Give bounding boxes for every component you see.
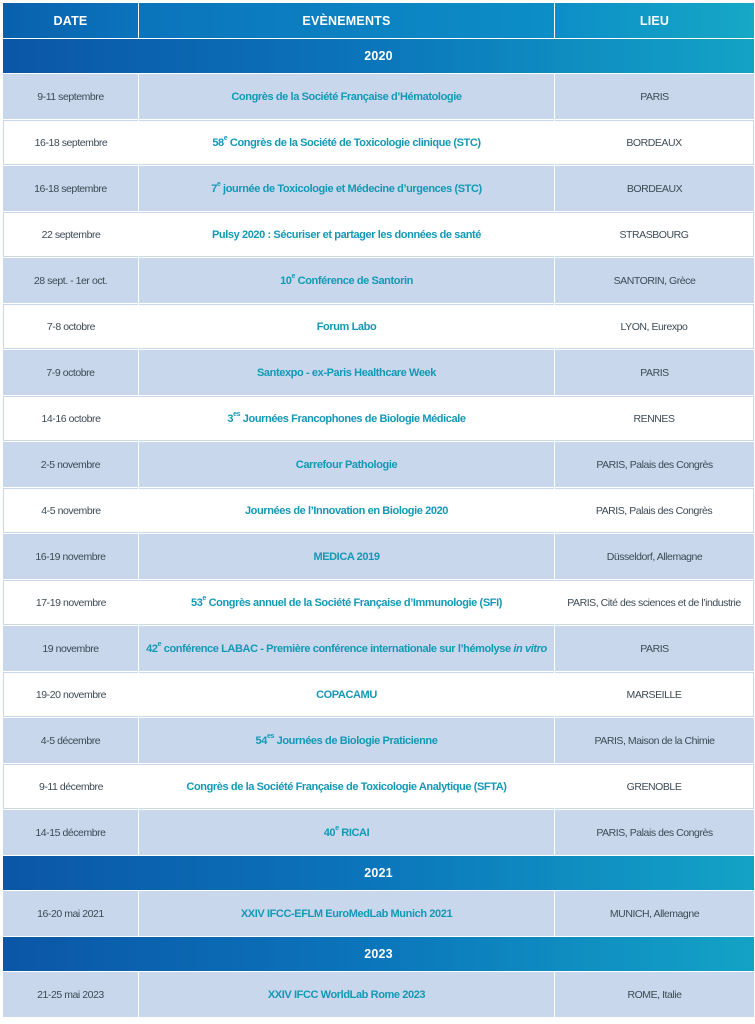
event-name-part: Forum Labo: [316, 320, 377, 333]
event-place: PARIS, Maison de la Chimie: [555, 718, 754, 763]
event-place: BORDEAUX: [555, 166, 754, 211]
event-name-text: [313, 551, 379, 563]
event-name-part: Santexpo - ex-Paris Healthcare Week: [257, 366, 436, 379]
event-place: MUNICH, Allemagne: [555, 891, 754, 936]
event-date: 19-20 novembre: [3, 672, 138, 717]
event-name-text: [257, 367, 436, 379]
year-banner: 2021: [3, 856, 754, 890]
events-table: [3, 3, 752, 1017]
event-name: [139, 764, 554, 809]
event-name-text: [212, 229, 481, 241]
event-name-text: [296, 459, 397, 471]
event-date: 9-11 septembre: [3, 74, 138, 119]
event-name-text: [146, 643, 547, 655]
event-name: [139, 442, 554, 487]
year-banner: 2023: [3, 937, 754, 971]
ordinal-suffix: e: [202, 595, 206, 603]
event-name-text: [241, 908, 452, 920]
event-place: PARIS: [555, 74, 754, 119]
ordinal-suffix: e: [216, 181, 221, 189]
event-date: 16-19 novembre: [3, 534, 138, 579]
event-place: PARIS, Palais des Congrès: [555, 442, 754, 487]
event-name: [139, 350, 554, 395]
event-name-part: XXIV IFCC-EFLM EuroMedLab Munich 2021: [240, 907, 453, 920]
event-name-part: 54: [255, 734, 267, 747]
event-name-part: 40: [323, 826, 336, 839]
event-name-part: 3: [227, 412, 234, 425]
event-name: [139, 488, 554, 533]
event-place: BORDEAUX: [555, 120, 754, 165]
event-place: RENNES: [555, 396, 754, 441]
event-name: [139, 258, 554, 303]
event-name-part: XXIV IFCC WorldLab Rome 2023: [267, 988, 426, 1001]
event-name-part: COPACAMU: [316, 688, 377, 701]
event-date: 21-25 mai 2023: [3, 972, 138, 1017]
ordinal-suffix: e: [223, 135, 228, 143]
event-name: [139, 212, 554, 257]
event-name-part: Pulsy 2020 : Sécuriser et partager les données de santé: [211, 228, 482, 241]
event-name: [139, 580, 554, 625]
column-header-place: LIEU: [555, 3, 754, 38]
event-name-part: 7: [211, 182, 217, 195]
event-name-part: Congrès de la Société Française de Toxicologie Analytique (SFTA): [186, 780, 507, 793]
event-date: 7-9 octobre: [3, 350, 138, 395]
event-name-text: [211, 183, 482, 195]
event-name-text: [231, 91, 461, 103]
event-date: 16-18 septembre: [3, 166, 138, 211]
event-name-part: Journées de Biologie Praticienne: [273, 734, 438, 747]
event-name-part: Congrès de la Société Française d’Hématologie: [231, 90, 462, 103]
event-date: 16-18 septembre: [3, 120, 138, 165]
column-header-events: EVÈNEMENTS: [139, 3, 554, 38]
year-banner: 2020: [3, 39, 754, 73]
ordinal-suffix: es: [233, 411, 241, 419]
event-date: 17-19 novembre: [3, 580, 138, 625]
event-name-part: conférence LABAC - Première conférence internationale sur l’hémolyse: [161, 642, 514, 655]
event-name: [139, 166, 554, 211]
event-place: PARIS: [555, 350, 754, 395]
event-name-part: 42: [146, 642, 158, 655]
event-date: 14-15 décembre: [3, 810, 138, 855]
event-name-part: Journées de l’Innovation en Biologie 2020: [244, 504, 449, 517]
ordinal-suffix: e: [335, 825, 339, 833]
event-name-part: Congrès de la Société de Toxicologie clinique (STC): [227, 136, 481, 149]
event-name-part: 58: [212, 136, 224, 149]
event-name-part: Congrès annuel de la Société Française d’Immunologie (SFI): [205, 596, 502, 609]
event-date: 28 sept. - 1er oct.: [3, 258, 138, 303]
event-name-part: Journées Francophones de Biologie Médicale: [240, 412, 466, 425]
event-date: 22 septembre: [3, 212, 138, 257]
event-name-text: [268, 989, 425, 1001]
event-name-part: 53: [190, 596, 203, 609]
event-place: PARIS, Palais des Congrès: [555, 488, 754, 533]
event-date: 4-5 novembre: [3, 488, 138, 533]
event-name-part: 10: [280, 274, 292, 287]
event-name: [139, 810, 554, 855]
event-name-text: [186, 781, 506, 793]
event-name: [139, 626, 554, 671]
event-date: 16-20 mai 2021: [3, 891, 138, 936]
event-name-part: RICAI: [338, 826, 370, 839]
event-place: PARIS, Palais des Congrès: [555, 810, 754, 855]
ordinal-suffix: e: [157, 641, 162, 649]
event-name: [139, 972, 554, 1017]
event-name: [139, 74, 554, 119]
event-name: [139, 718, 554, 763]
event-place: MARSEILLE: [555, 672, 754, 717]
event-date: 14-16 octobre: [3, 396, 138, 441]
ordinal-suffix: es: [266, 733, 274, 741]
event-name-text: [316, 689, 377, 701]
event-place: PARIS, Cité des sciences et de l’industrie: [555, 580, 754, 625]
event-name-text: [317, 321, 377, 333]
event-name-part: journée de Toxicologie et Médecine d’urgences (STC): [220, 182, 482, 195]
event-place: ROME, Italie: [555, 972, 754, 1017]
event-place: Düsseldorf, Allemagne: [555, 534, 754, 579]
event-place: SANTORIN, Grèce: [555, 258, 754, 303]
event-date: 2-5 novembre: [3, 442, 138, 487]
event-name-text: [227, 413, 465, 425]
event-name-part: Conférence de Santorin: [295, 274, 413, 287]
event-place: PARIS: [555, 626, 754, 671]
event-name-part: Carrefour Pathologie: [295, 458, 398, 471]
italic-term: in vitro: [513, 642, 547, 655]
event-name: [139, 672, 554, 717]
column-header-date: DATE: [3, 3, 138, 38]
event-name: [139, 891, 554, 936]
ordinal-suffix: e: [291, 273, 295, 281]
event-date: 9-11 décembre: [3, 764, 138, 809]
event-name-text: [245, 505, 448, 517]
event-name: [139, 120, 554, 165]
event-place: GRENOBLE: [555, 764, 754, 809]
event-name-text: [324, 827, 370, 839]
event-date: 7-8 octobre: [3, 304, 138, 349]
event-name: [139, 534, 554, 579]
event-name: [139, 396, 554, 441]
event-name: [139, 304, 554, 349]
event-name-text: [256, 735, 438, 747]
event-place: STRASBOURG: [555, 212, 754, 257]
event-name-text: [191, 597, 502, 609]
event-name-text: [280, 275, 413, 287]
event-name-text: [212, 137, 480, 149]
event-date: 4-5 décembre: [3, 718, 138, 763]
event-date: 19 novembre: [3, 626, 138, 671]
event-name-part: MEDICA 2019: [313, 550, 380, 563]
event-place: LYON, Eurexpo: [555, 304, 754, 349]
